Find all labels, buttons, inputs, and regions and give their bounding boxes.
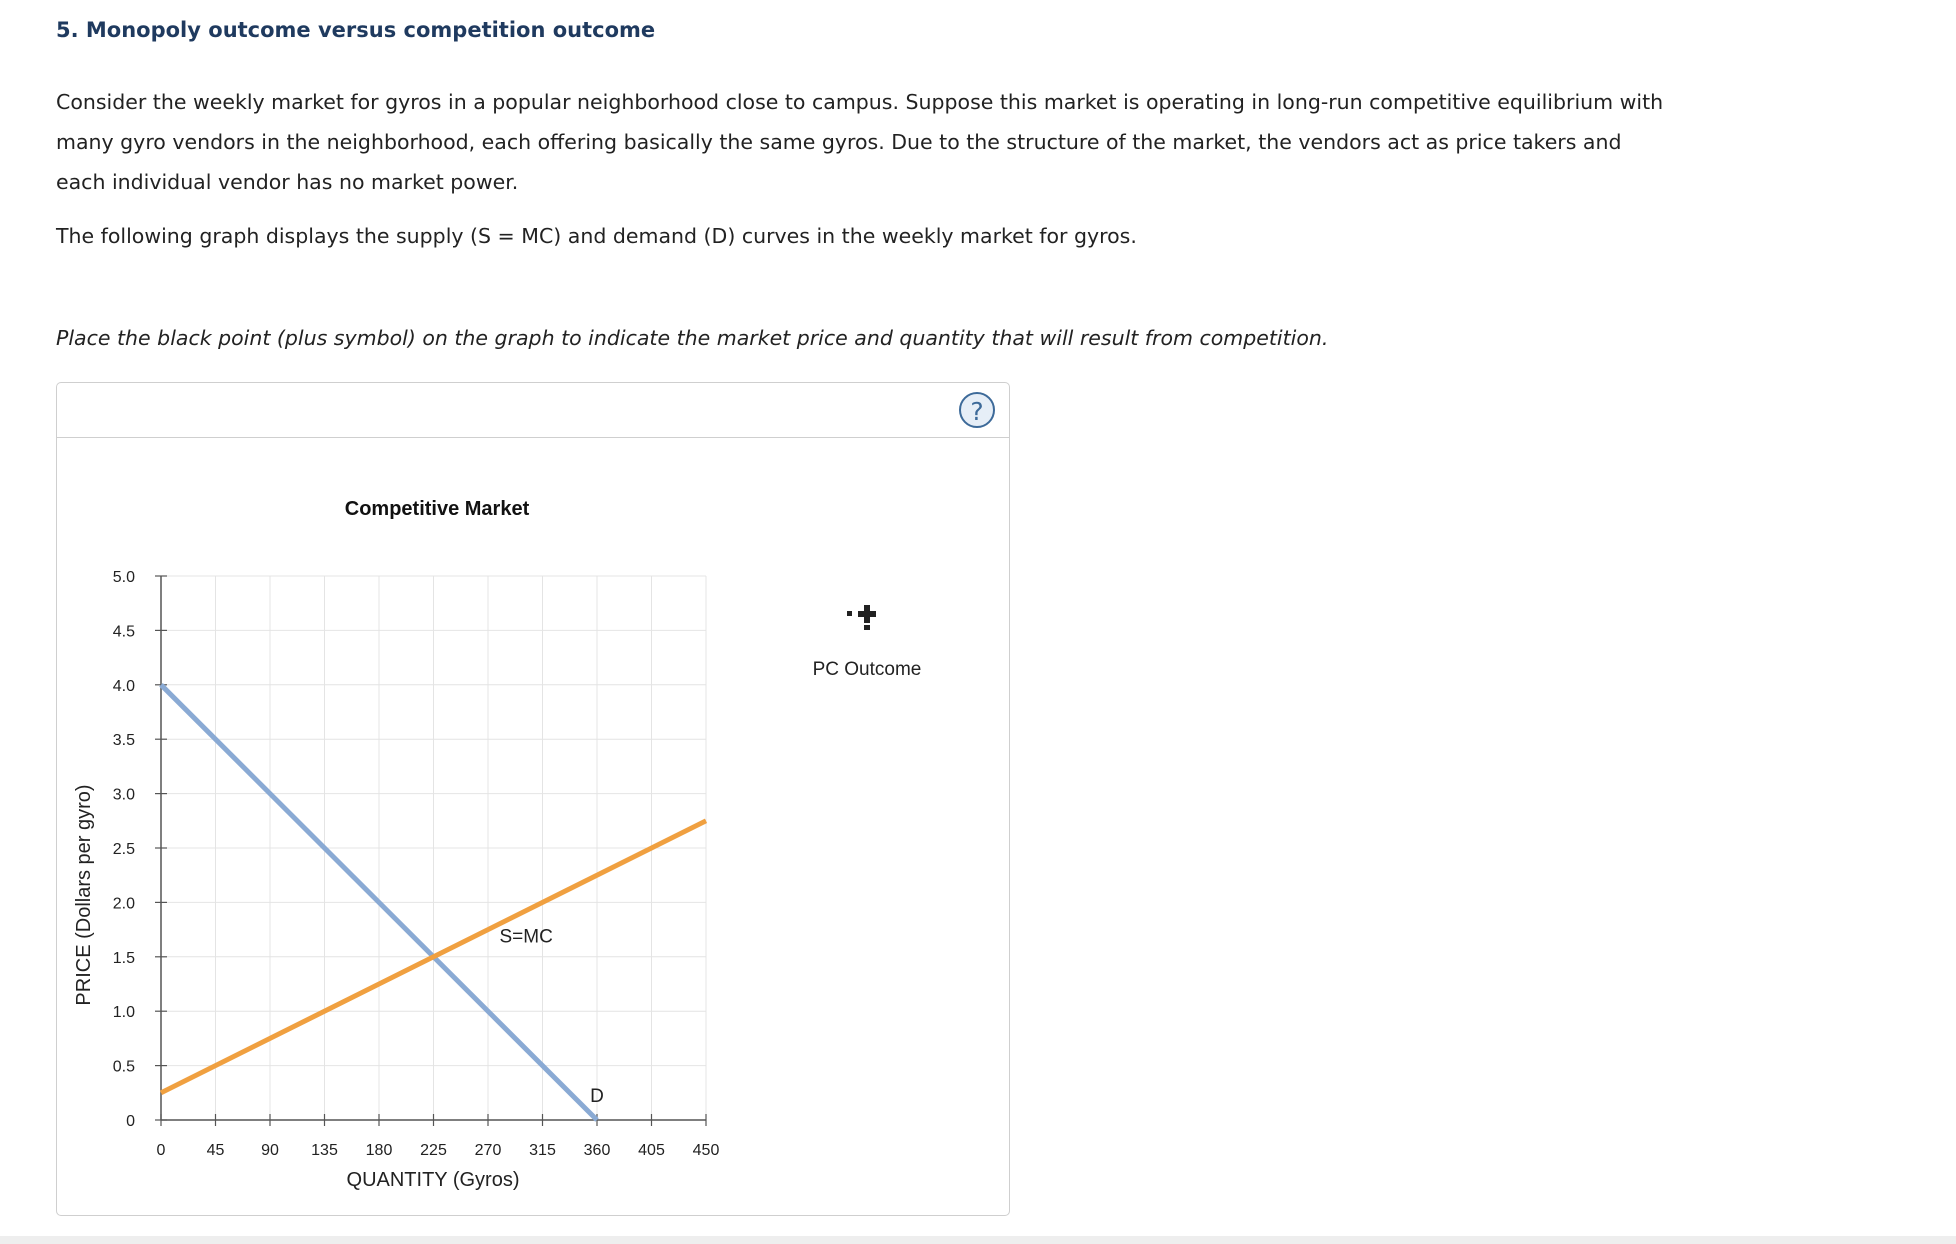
x-tick-label-2: 90: [261, 1142, 279, 1159]
chart-area[interactable]: [57, 383, 1009, 1215]
x-tick-label-5: 225: [420, 1142, 447, 1159]
x-tick-label-10: 450: [692, 1142, 720, 1159]
y-tick-label-5: 2.5: [112, 841, 135, 858]
y-tick-label-3: 1.5: [112, 949, 135, 967]
plus-point-icon[interactable]: [847, 605, 876, 630]
x-tick-label-9: 405: [638, 1142, 665, 1159]
y-tick-label-10: 5.0: [112, 569, 135, 586]
help-button[interactable]: ?: [959, 392, 995, 428]
bottom-bar: [0, 1236, 1956, 1244]
x-tick-label-4: 180: [365, 1142, 393, 1159]
y-tick-label-4: 2.0: [112, 895, 135, 913]
x-tick-label-3: 135: [311, 1142, 338, 1159]
question-intro: Consider the weekly market for gyros in a popular neighborhood close to campus. Suppose this market is operating in long-run competitive equilibrium with many gyro vendors in the neighborhood, each offering basically the same gyros. Due to the structure of the market, the vendors act as price takers and each individual vendor has no market power.: [56, 90, 1664, 194]
instruction-text: Place the black point (plus symbol) on the graph to indicate the market price and quantity that will result from competition.: [56, 326, 1329, 350]
y-tick-label-1: 0.5: [112, 1058, 135, 1076]
y-tick-label-7: 3.5: [112, 732, 135, 750]
x-tick-label-8: 360: [583, 1142, 611, 1159]
graph-panel: [56, 382, 1010, 1216]
y-axis-label: PRICE (Dollars per gyro): [73, 784, 95, 1006]
question-title: 5. Monopoly outcome versus competition outcome: [56, 18, 656, 42]
supply-curve-label: S=MC: [499, 926, 553, 948]
x-tick-label-0: 0: [156, 1142, 166, 1159]
x-tick-label-1: 45: [206, 1142, 225, 1159]
pc-outcome-palette[interactable]: [813, 605, 922, 680]
chart-title: Competitive Market: [344, 498, 530, 520]
y-tick-label-6: 3.0: [112, 786, 135, 804]
x-tick-label-6: 270: [474, 1142, 502, 1159]
palette-label: PC Outcome: [812, 659, 922, 680]
demand-curve-label: D: [590, 1086, 604, 1107]
graph-description: The following graph displays the supply (S = MC) and demand (D) curves in the weekly market for gyros.: [56, 224, 1137, 248]
y-tick-label-0: 0: [126, 1113, 135, 1130]
y-tick-label-9: 4.5: [112, 623, 135, 641]
x-axis-label: QUANTITY (Gyros): [346, 1169, 520, 1191]
x-tick-label-7: 315: [529, 1142, 556, 1159]
y-tick-label-2: 1.0: [112, 1004, 135, 1022]
y-tick-label-8: 4.0: [112, 677, 135, 695]
